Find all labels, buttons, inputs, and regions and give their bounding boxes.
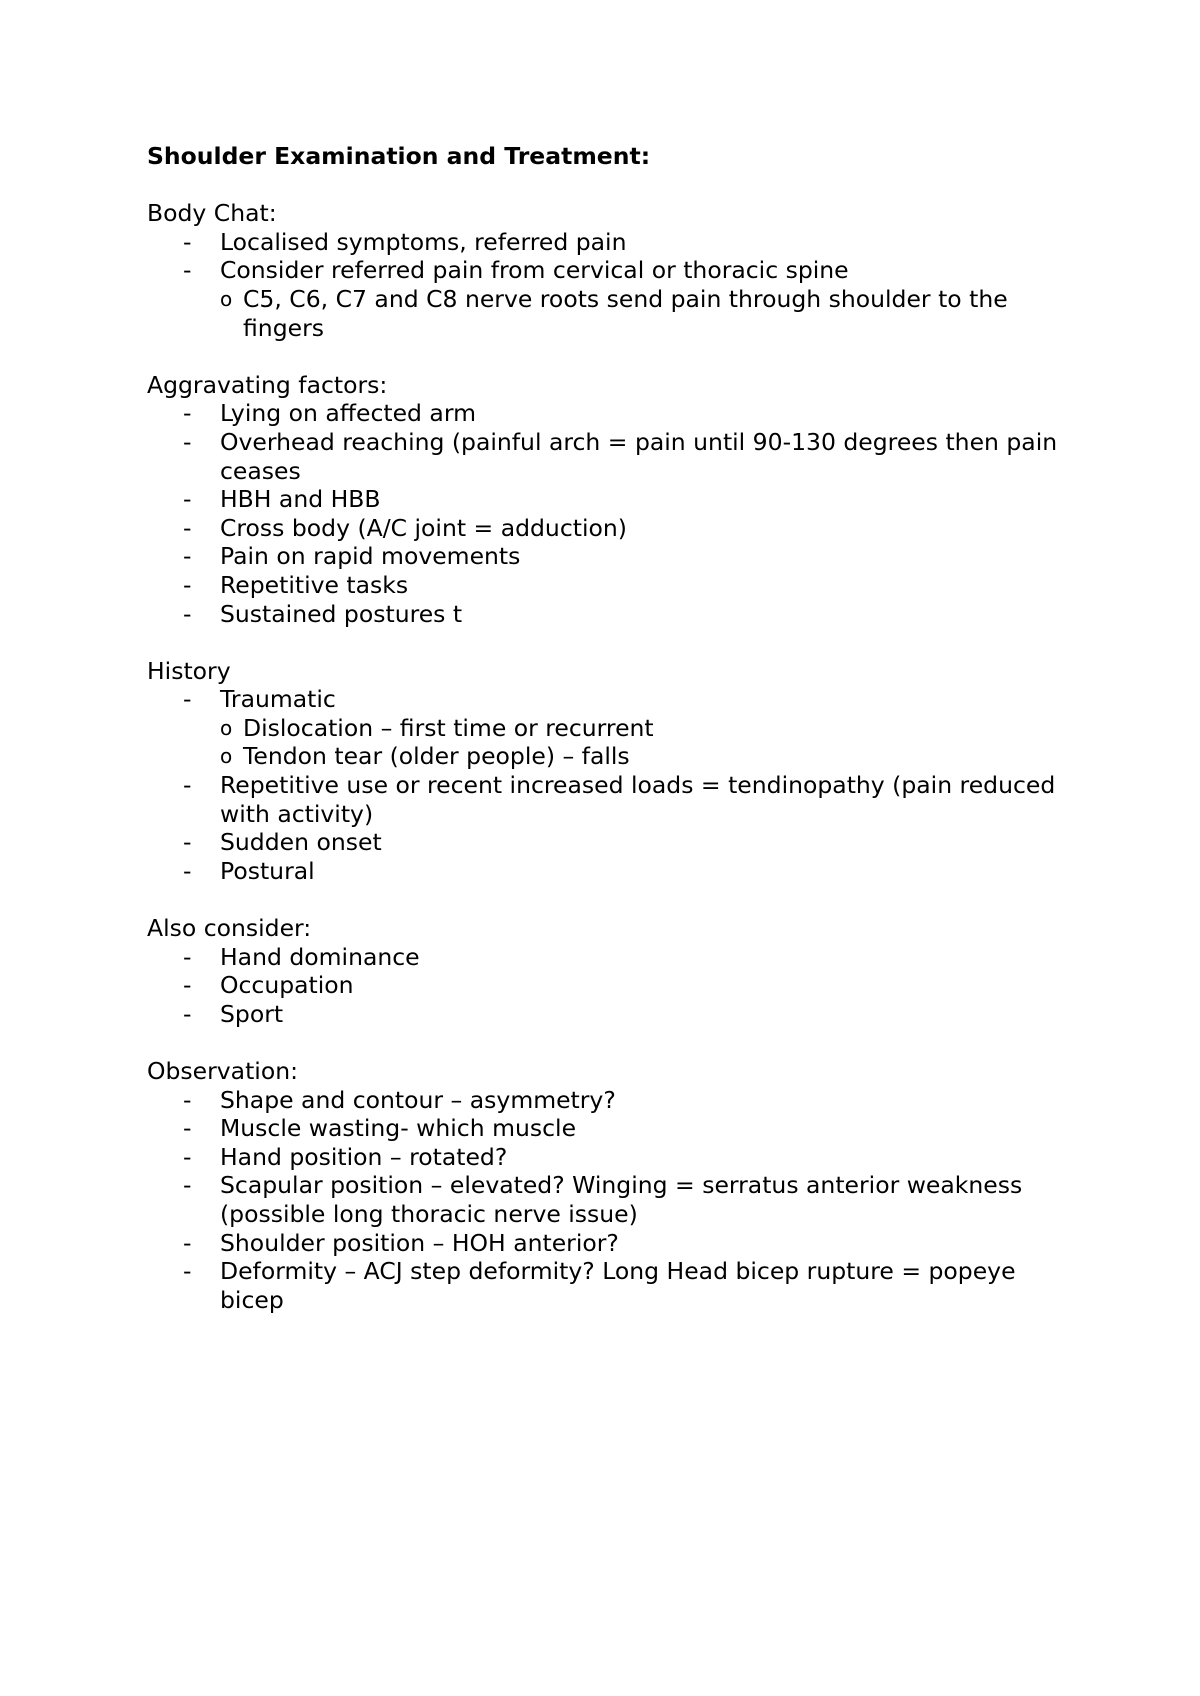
list-item-text: Scapular position – elevated? Winging = serratus anterior weakness (possible long thoracic nerve issue) xyxy=(220,1171,1023,1228)
sub-list-item xyxy=(220,285,1077,342)
list-item-text: Lying on affected arm xyxy=(220,399,476,428)
list-item-text: Occupation xyxy=(220,971,354,1000)
list-item xyxy=(147,571,1077,600)
dash-marker: - xyxy=(183,1171,192,1200)
section-heading: Aggravating factors: xyxy=(147,370,388,399)
list-item-text: Sustained postures t xyxy=(220,599,463,628)
list-item-text: Traumatic xyxy=(220,685,336,714)
list-item-text: HBH and HBB xyxy=(220,485,381,514)
list-item xyxy=(147,1257,1077,1314)
dash-marker: - xyxy=(183,427,192,456)
list-item xyxy=(147,1229,1077,1258)
section-also-consider xyxy=(147,914,1077,1028)
list-item xyxy=(147,228,1077,257)
dash-marker: - xyxy=(183,1228,192,1257)
section-heading: Body Chat: xyxy=(147,199,277,228)
list-item xyxy=(147,943,1077,972)
list-item-text: Sudden onset xyxy=(220,828,382,857)
list-item-text: Hand dominance xyxy=(220,942,420,971)
list-item-text: Deformity – ACJ step deformity? Long Head bicep rupture = popeye bicep xyxy=(220,1257,1016,1314)
dash-marker: - xyxy=(183,999,192,1028)
section-observation xyxy=(147,1057,1077,1314)
bullet-list xyxy=(147,228,1077,342)
dash-marker: - xyxy=(183,1085,192,1114)
document-title: Shoulder Examination and Treatment: xyxy=(147,142,651,170)
sub-list xyxy=(220,285,1077,342)
dash-marker: - xyxy=(183,828,192,857)
list-item-text: Muscle wasting- which muscle xyxy=(220,1114,577,1143)
spacer xyxy=(147,342,1077,371)
dash-marker: - xyxy=(183,542,192,571)
list-item xyxy=(147,771,1077,828)
document-page xyxy=(147,142,1077,1314)
dash-marker: - xyxy=(183,971,192,1000)
list-item xyxy=(147,1086,1077,1115)
list-item-text: Shoulder position – HOH anterior? xyxy=(220,1228,619,1257)
section-heading: Observation: xyxy=(147,1057,299,1085)
sub-list-item xyxy=(220,742,1077,771)
dash-marker: - xyxy=(183,513,192,542)
list-item xyxy=(147,857,1077,886)
dash-marker: - xyxy=(183,1257,192,1286)
list-item xyxy=(147,1171,1077,1228)
spacer xyxy=(147,171,1077,200)
spacer xyxy=(147,628,1077,657)
list-item-text: Postural xyxy=(220,856,315,885)
dash-marker: - xyxy=(183,771,192,800)
bullet-list xyxy=(147,943,1077,1029)
dash-marker: - xyxy=(183,485,192,514)
section-aggravating-factors xyxy=(147,371,1077,628)
list-item xyxy=(147,1143,1077,1172)
list-item xyxy=(147,514,1077,543)
list-item-text: Cross body (A/C joint = adduction) xyxy=(220,513,627,542)
sub-list-item-text: Dislocation – first time or recurrent xyxy=(243,713,654,742)
dash-marker: - xyxy=(183,570,192,599)
list-item xyxy=(147,256,1077,342)
list-item-text: Sport xyxy=(220,999,284,1028)
bullet-list xyxy=(147,399,1077,628)
list-item xyxy=(147,971,1077,1000)
dash-marker: - xyxy=(183,399,192,428)
dash-marker: - xyxy=(183,685,192,714)
sub-list-item xyxy=(220,714,1077,743)
list-item-text: Hand position – rotated? xyxy=(220,1142,508,1171)
list-item xyxy=(147,685,1077,771)
list-item xyxy=(147,485,1077,514)
spacer xyxy=(147,1028,1077,1057)
list-item-text: Consider referred pain from cervical or thoracic spine xyxy=(220,256,849,285)
dash-marker: - xyxy=(183,856,192,885)
dash-marker: - xyxy=(183,1114,192,1143)
dash-marker: - xyxy=(183,1142,192,1171)
list-item xyxy=(147,1114,1077,1143)
circle-marker: o xyxy=(220,744,233,769)
list-item xyxy=(147,828,1077,857)
bullet-list xyxy=(147,685,1077,885)
circle-marker: o xyxy=(220,715,233,740)
section-heading: History xyxy=(147,656,231,685)
dash-marker: - xyxy=(183,227,192,256)
dash-marker: - xyxy=(183,599,192,628)
sub-list xyxy=(220,714,1077,771)
section-history xyxy=(147,657,1077,886)
list-item xyxy=(147,1000,1077,1029)
list-item-text: Shape and contour – asymmetry? xyxy=(220,1085,616,1114)
list-item-text: Localised symptoms, referred pain xyxy=(220,227,627,256)
dash-marker: - xyxy=(183,256,192,285)
list-item xyxy=(147,399,1077,428)
sub-list-item-text: Tendon tear (older people) – falls xyxy=(243,742,630,771)
spacer xyxy=(147,885,1077,914)
list-item-text: Pain on rapid movements xyxy=(220,542,521,571)
list-item xyxy=(147,428,1077,485)
sub-list-item-text: C5, C6, C7 and C8 nerve roots send pain through shoulder to the fingers xyxy=(243,284,1008,342)
list-item-text: Repetitive tasks xyxy=(220,570,409,599)
list-item-text: Repetitive use or recent increased loads = tendinopathy (pain reduced with activity) xyxy=(220,771,1056,828)
section-heading: Also consider: xyxy=(147,914,312,943)
list-item xyxy=(147,600,1077,629)
list-item-text: Overhead reaching (painful arch = pain until 90-130 degrees then pain ceases xyxy=(220,427,1058,485)
dash-marker: - xyxy=(183,942,192,971)
section-body-chat xyxy=(147,199,1077,342)
list-item xyxy=(147,542,1077,571)
bullet-list xyxy=(147,1086,1077,1315)
circle-marker: o xyxy=(220,286,233,311)
